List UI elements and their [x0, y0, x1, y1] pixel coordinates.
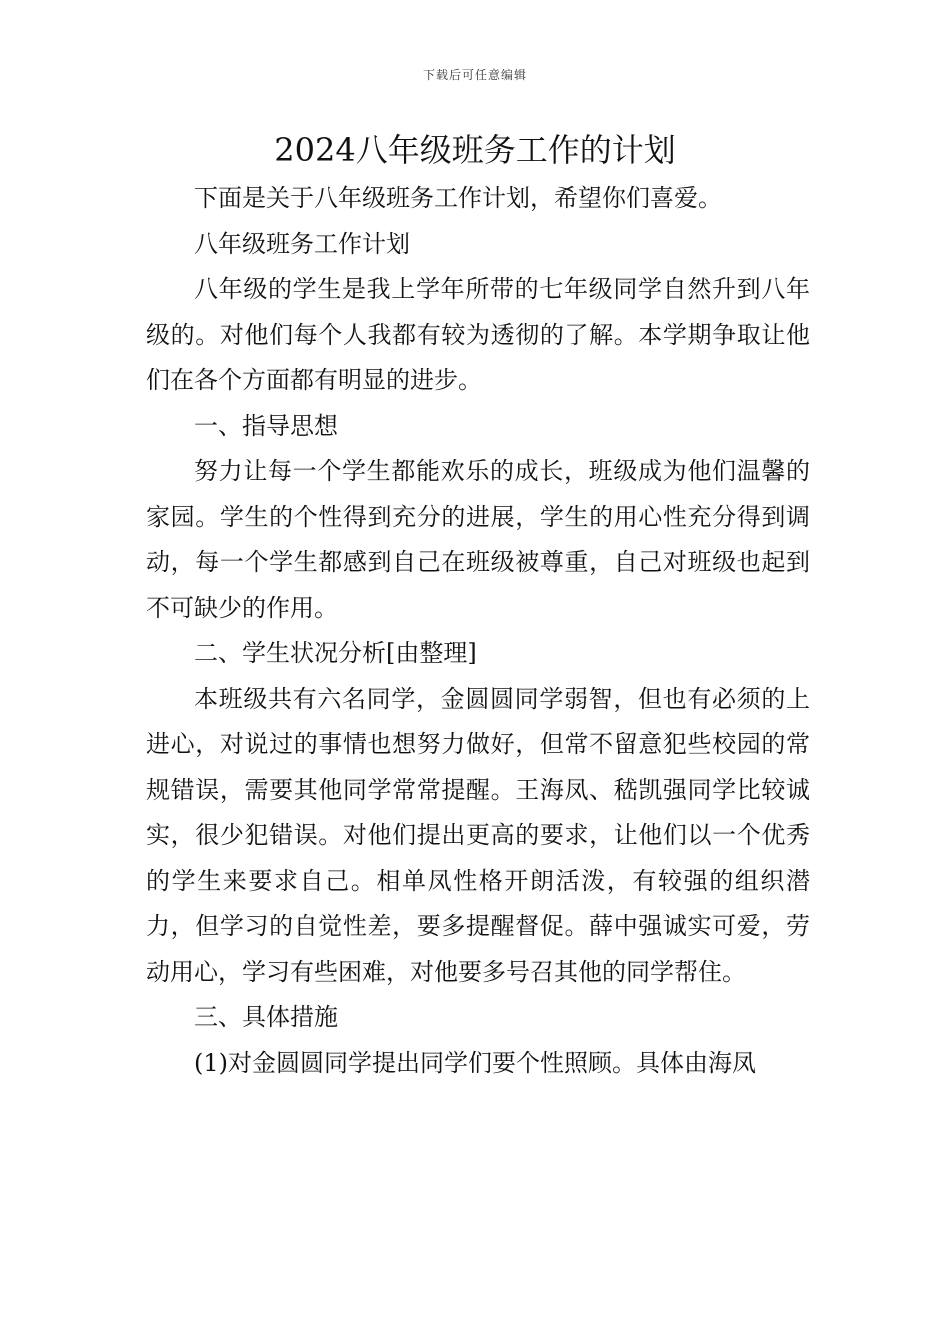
paragraph-student-analysis: 本班级共有六名同学，金圆圆同学弱智，但也有必须的上进心，对说过的事情也想努力做好，但常不留意犯些校园的常规错误，需要其他同学常常提醒。王海凤、嵇凯强同学比较诚实，很少犯错误。对他们提出更高的要求，让他们以一个优秀的学生来要求自己。相单凤性格开朗活泼，有较强的组织潜力，但学习的自觉性差，要多提醒督促。薛中强诚实可爱，劳动用心，学习有些困难，对他要多号召其他的同学帮住。: [146, 684, 810, 986]
paragraph-guiding-idea: 努力让每一个学生都能欢乐的成长，班级成为他们温馨的家园。学生的个性得到充分的进展，学生的用心性充分得到调动，每一个学生都感到自己在班级被尊重，自己对班级也起到不可缺少的作用。: [146, 457, 810, 622]
paragraph-intro: 下面是关于八年级班务工作计划，希望你们喜爱。: [194, 184, 722, 212]
section-heading-student-analysis: 二、学生状况分析[由整理]: [194, 639, 477, 667]
section-heading-measures: 三、具体措施: [194, 1003, 338, 1031]
header-note: 下载后可任意编辑: [422, 68, 527, 82]
section-heading-guiding-idea: 一、指导思想: [194, 411, 338, 440]
document-title: 2024八年级班务工作的计划: [274, 131, 676, 169]
paragraph-subtitle: 八年级班务工作计划: [194, 229, 410, 258]
paragraph-background: 八年级的学生是我上学年所带的七年级同学自然升到八年级的。对他们每个人我都有较为透彻的了解。本学期争取让他们在各个方面都有明显的进步。: [146, 275, 810, 394]
paragraph-measure-1: (1)对金圆圆同学提出同学们要个性照顾。具体由海凤: [194, 1048, 756, 1077]
document-body: [146, 176, 810, 1086]
